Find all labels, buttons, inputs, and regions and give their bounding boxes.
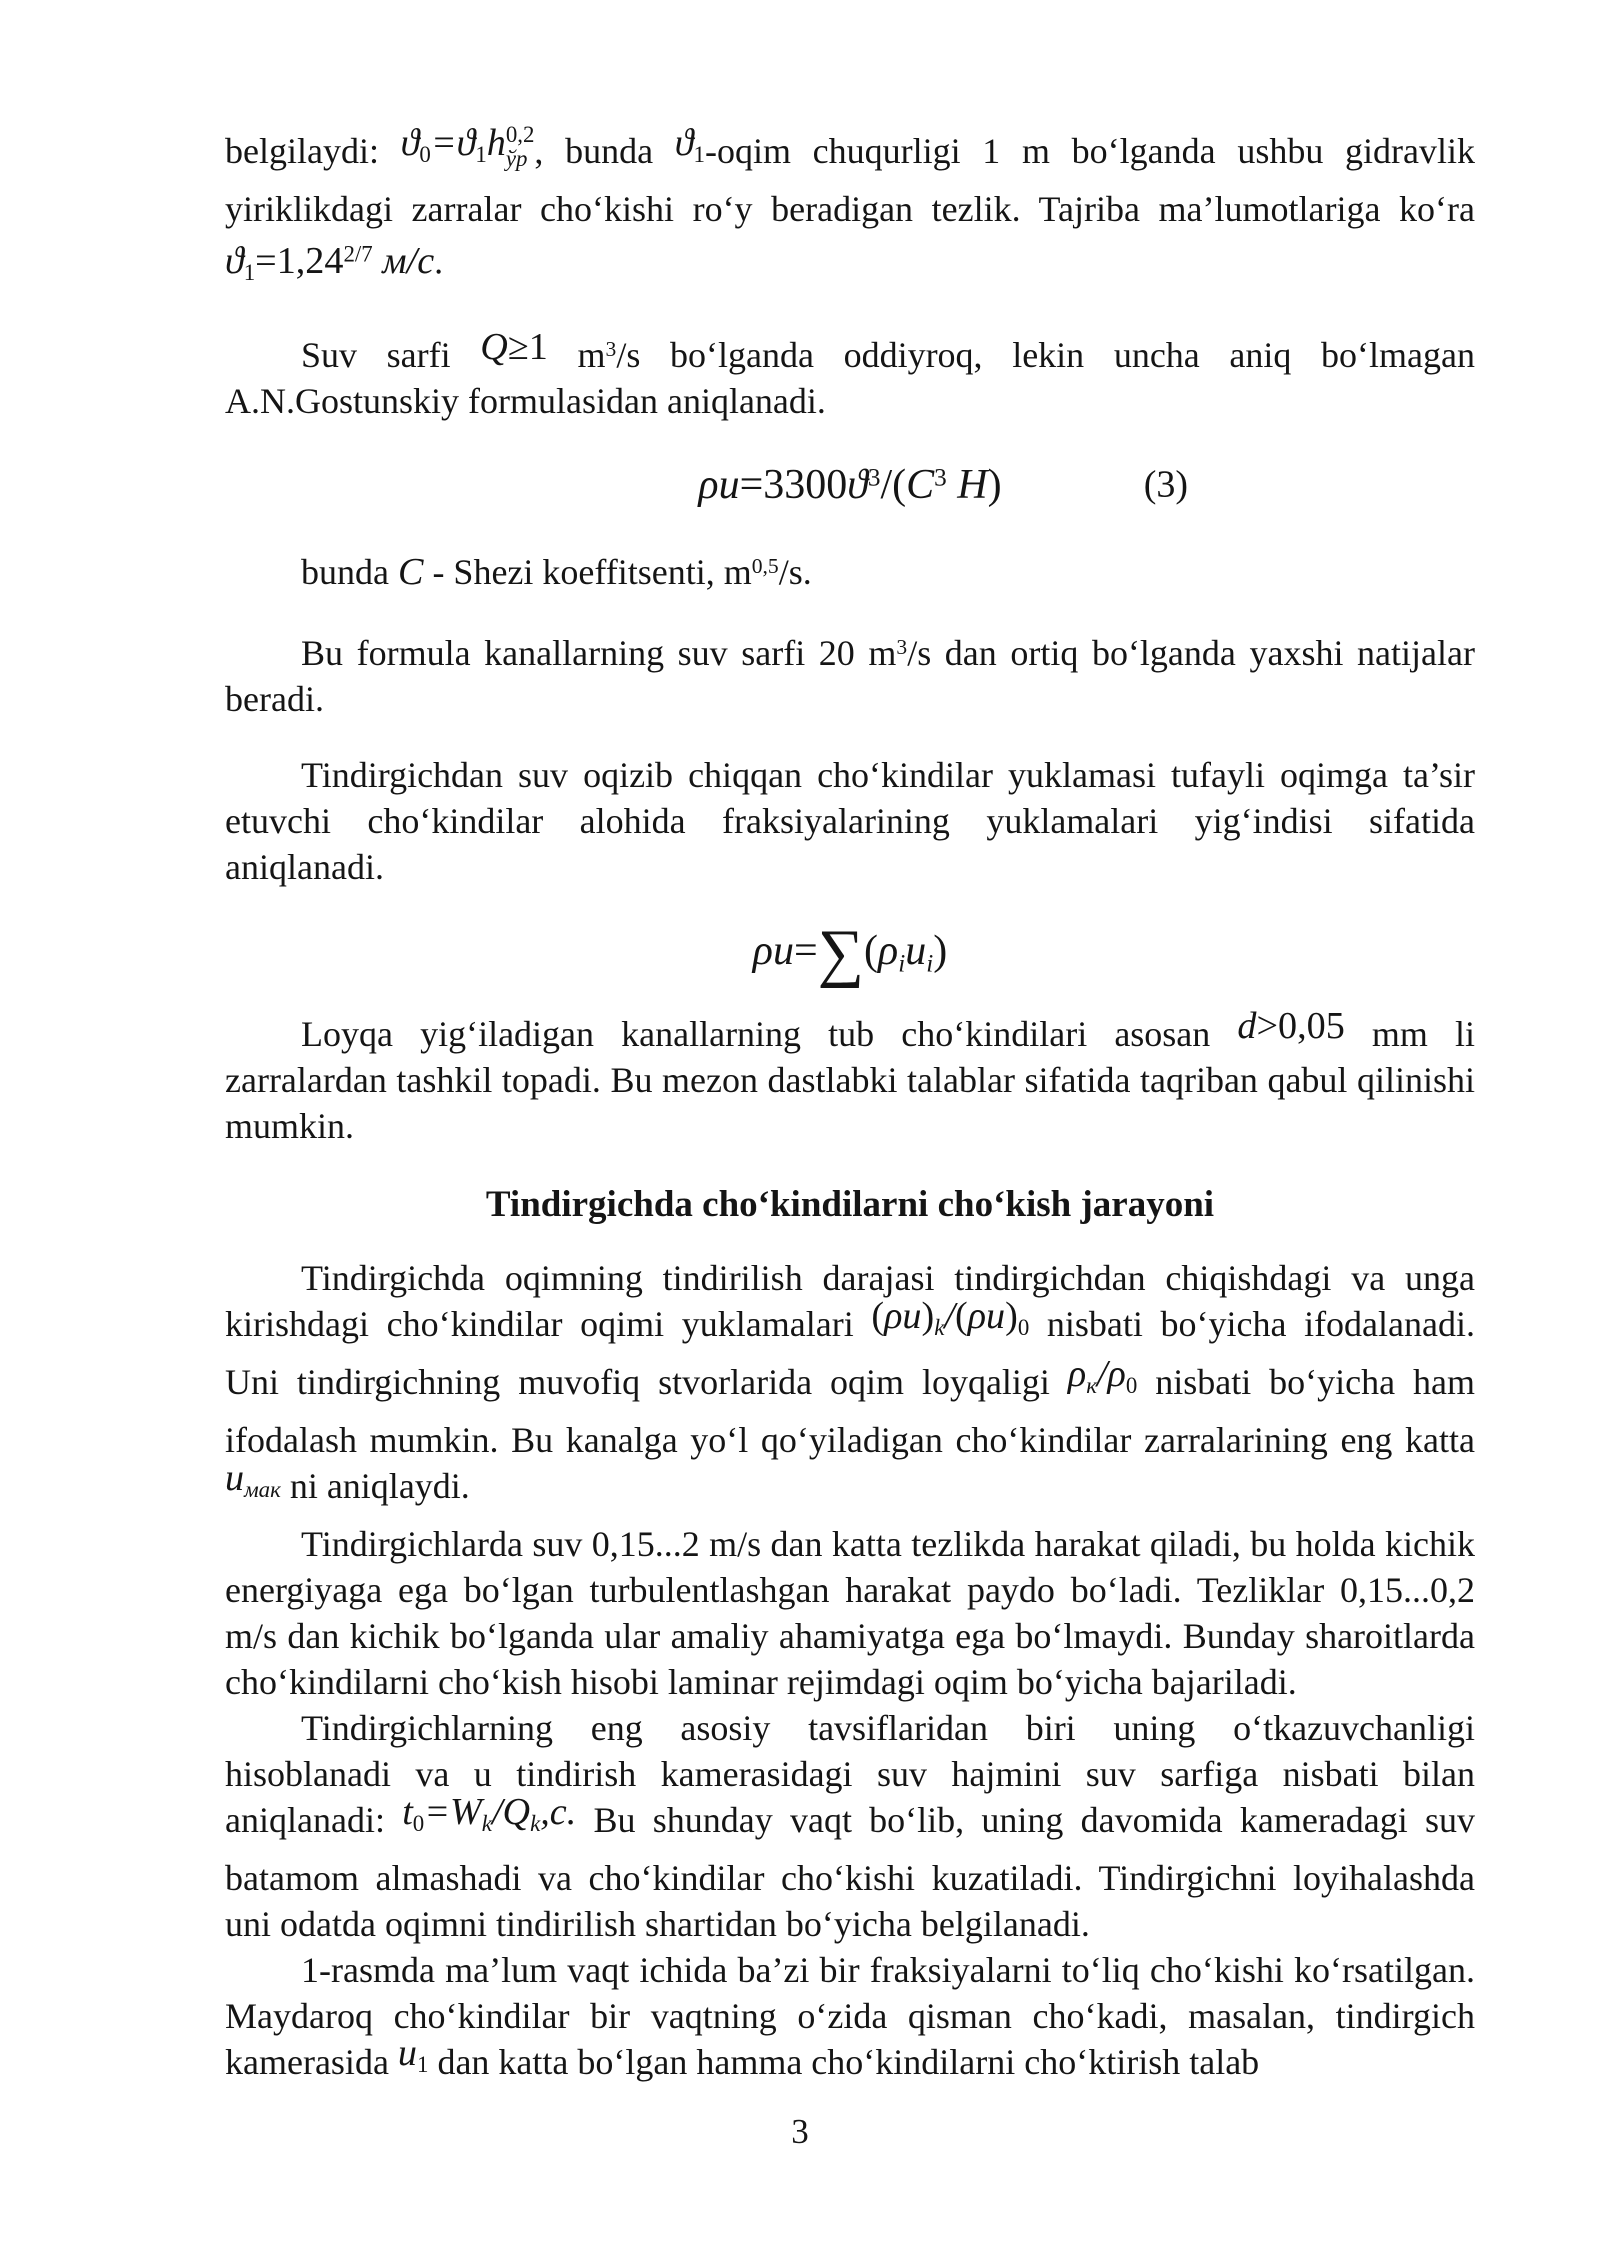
formula-text: Q	[480, 325, 508, 368]
formula-text: C	[906, 461, 935, 508]
text-run: =	[793, 928, 818, 975]
text-run: , bunda	[534, 131, 675, 171]
subscript: 1	[693, 141, 705, 167]
subscript: ўр	[505, 146, 528, 172]
text-run: /(	[880, 461, 907, 508]
formula-text: ρu	[752, 928, 794, 975]
equation-number: (3)	[1143, 463, 1189, 506]
formula-text: u	[397, 2032, 417, 2075]
text-run: ≥1	[507, 325, 548, 368]
superscript: 3	[867, 464, 881, 492]
text-run: Tindirgichlarda suv 0,15...2 m/s dan katta tezlikda harakat qiladi, bu holda kichik energiyaga ega bo‘lgan turbulentlashgan harakat paydo bo‘ladi. Tezliklar 0,15...0,2 m/s dan kichik bo‘lganda ular amaliy ahamiyatga ega bo‘lmaydi. Bunday sharoitlarda cho‘kindilarni cho‘kish hisobi laminar rejimdagi oqim bo‘yicha bajariladi.	[225, 1524, 1475, 1703]
text-run: ni aniqlaydi.	[280, 1466, 470, 1507]
paragraph	[225, 326, 1475, 424]
formula-text: ρu	[884, 1295, 922, 1338]
formula-text: ρ	[878, 928, 899, 975]
formula-text: ϑ	[847, 461, 868, 508]
inline-formula	[400, 121, 535, 172]
paragraph	[225, 1947, 1475, 2097]
text-run: m	[547, 334, 606, 375]
text-run: (	[864, 928, 879, 975]
sub-sup-stack	[506, 123, 535, 171]
text-run: >0,05	[1256, 1005, 1345, 1048]
text-run: /s.	[778, 551, 812, 592]
text-run: - Shezi koeffitsenti, m	[423, 551, 752, 592]
inline-formula	[397, 2032, 429, 2078]
formula	[752, 916, 948, 989]
text-run: )	[987, 461, 1002, 508]
formula-text: u	[225, 1456, 245, 1499]
formula-text: d	[1237, 1005, 1257, 1048]
formula-text: u	[905, 928, 927, 975]
text-run: /s dan ortiq bo‘lganda yaxshi natijalar beradi.	[225, 633, 1475, 720]
text-run: nisbati bo‘yicha ifodalanadi. Uni tindirgichning muvofiq stvorlarida oqim loyqaligi	[225, 1304, 1475, 1403]
section-heading: Tindirgichda cho‘kindilarni cho‘kish jarayoni	[485, 1184, 1215, 1226]
text-run: bunda	[301, 551, 398, 592]
text-run: =1,24	[255, 240, 344, 283]
text-run: (	[954, 1295, 968, 1338]
text-run: =3300	[739, 461, 848, 508]
formula-text: h	[486, 121, 506, 164]
formula-text: =	[430, 121, 457, 164]
formula-text: t	[402, 1790, 413, 1833]
inline-formula	[225, 240, 435, 286]
subscript: мак	[244, 1476, 281, 1502]
paragraph	[225, 1521, 1475, 1705]
text-run: Suv sarfi	[301, 334, 481, 375]
formula	[698, 462, 1001, 508]
formula-text: ϑ	[674, 121, 694, 164]
text-run: Tindirgichda oqimning tindirilish darajasi tindirgichdan chiqishdagi va unga kirishdagi cho‘kindilar oqimi yuklamalari	[225, 1258, 1475, 1345]
formula-text: ϑ	[456, 121, 476, 164]
text-run: )	[933, 928, 948, 975]
page-number: 3	[791, 2112, 809, 2151]
text-run: Loyqa yig‘iladigan kanallarning tub cho‘kindilari asosan	[301, 1014, 1238, 1055]
formula-text: ρu	[967, 1295, 1006, 1338]
text-run: )	[921, 1295, 935, 1338]
subscript: 1	[243, 260, 256, 286]
subscript: 1	[475, 141, 487, 167]
inline-formula	[1067, 1352, 1138, 1398]
subscript: 0	[419, 141, 431, 167]
formula-text: ,c.	[540, 1790, 577, 1833]
document-content	[225, 121, 1476, 2097]
superscript: 3	[934, 464, 947, 492]
text-run: Bu formula kanallarning suv sarfi 20 m	[301, 633, 897, 674]
formula-text: ρ	[1067, 1352, 1087, 1395]
text-run: 1-rasmda ma’lum vaqt ichida ba’zi bir fraksiyalarni to‘liq cho‘kishi ko‘rsatilgan. Maydaroq cho‘kindilar bir vaqtning o‘zida qisman cho‘kadi, masalan, tindirgich kamerasida	[225, 1949, 1475, 2082]
summation-symbol: ∑	[817, 916, 865, 989]
inline-formula	[225, 1456, 281, 1502]
paragraph	[225, 752, 1475, 890]
formula-text: /Q	[491, 1790, 531, 1833]
formula-text: ϑ	[225, 240, 244, 283]
inline-formula	[398, 550, 423, 592]
superscript: 3	[605, 337, 617, 362]
text-run: mm li zarralardan tashkil topadi. Bu mezon dastlabki talablar sifatida taqriban qabul qilinishi mumkin.	[225, 1014, 1475, 1147]
text-run: Tindirgichdan suv oqizib chiqqan cho‘kindilar yuklamasi tufayli oqimga ta’sir etuvchi cho‘kindilar alohida fraksiyalarining yuklamalari yig‘indisi sifatida aniqlanadi.	[225, 755, 1475, 888]
text-run: /s bo‘lganda oddiyroq, lekin uncha aniq bo‘lmagan A.N.Gostunskiy formulasidan aniqlanadi.	[225, 334, 1475, 421]
text-run: Bu shunday vaqt bo‘lib, uning davomida kameradagi suv batamom almashadi va cho‘kindilar cho‘kishi kuzatiladi. Tindirgichni loyihalashda uni odatda oqimni tindirilish shartidan bo‘yicha belgilanadi.	[225, 1800, 1475, 1944]
formula-text: ρu	[698, 461, 740, 508]
inline-formula	[674, 121, 705, 167]
subscript: i	[926, 950, 934, 978]
text-run: .	[434, 241, 444, 282]
text-run: Tindirgichlarning eng asosiy tavsiflaridan biri uning o‘tkazuvchanligi hisoblanadi va u tindirish kamerasidagi suv hajmini suv sarfiga nisbati bilan aniqlanadi:	[225, 1708, 1475, 1841]
inline-formula	[871, 1295, 1030, 1340]
subscript: 0	[1125, 1372, 1138, 1398]
formula-text: H	[946, 461, 988, 508]
formula-text: ρ	[1107, 1352, 1126, 1395]
display-formula	[225, 916, 1475, 989]
text-run: belgilaydi:	[225, 131, 401, 171]
formula-text: ϑ	[400, 121, 420, 164]
formula-text: =W	[424, 1790, 482, 1833]
inline-formula	[1237, 1005, 1344, 1047]
formula-text: /	[944, 1295, 955, 1338]
superscript: 0,5	[751, 553, 779, 578]
subscript: k	[934, 1314, 945, 1340]
paragraph	[225, 1705, 1475, 1947]
inline-formula	[402, 1790, 577, 1836]
paragraph	[225, 121, 1475, 296]
paragraph	[225, 543, 1475, 595]
formula-text: /	[1096, 1352, 1108, 1395]
text-run: (	[871, 1295, 885, 1338]
superscript: 0,2	[505, 122, 535, 148]
text-run: dan katta bo‘lgan hamma cho‘kindilarni cho‘ktirish talab	[428, 2041, 1260, 2082]
subscript: k	[530, 1810, 541, 1836]
text-run: nisbati bo‘yicha ham ifodalash mumkin. Bu kanalga yo‘l qo‘yiladigan cho‘kindilar zarralarining eng katta	[225, 1362, 1476, 1461]
paragraph	[225, 1005, 1475, 1149]
inline-formula	[480, 326, 548, 368]
subscript: i	[898, 950, 906, 978]
subscript: 1	[417, 2052, 429, 2078]
text-run: )	[1005, 1295, 1018, 1338]
paragraph	[225, 624, 1475, 722]
subscript: к	[1086, 1372, 1097, 1398]
formula-text: C	[397, 550, 424, 593]
superscript: 3	[896, 635, 908, 660]
subscript: k	[481, 1810, 492, 1836]
superscript: 2/7	[343, 241, 373, 267]
paragraph	[225, 1255, 1475, 1521]
formula-text: м/с	[372, 240, 435, 283]
text-run: -oqim chuqurligi 1 m bo‘lganda ushbu gidravlik yiriklikdagi zarralar cho‘kishi ro‘y beradigan tezlik. Tajriba ma’lumotlariga ko‘ra	[225, 131, 1475, 229]
subscript: 0	[412, 1810, 425, 1836]
display-formula	[225, 458, 1475, 513]
subscript: 0	[1017, 1314, 1030, 1340]
